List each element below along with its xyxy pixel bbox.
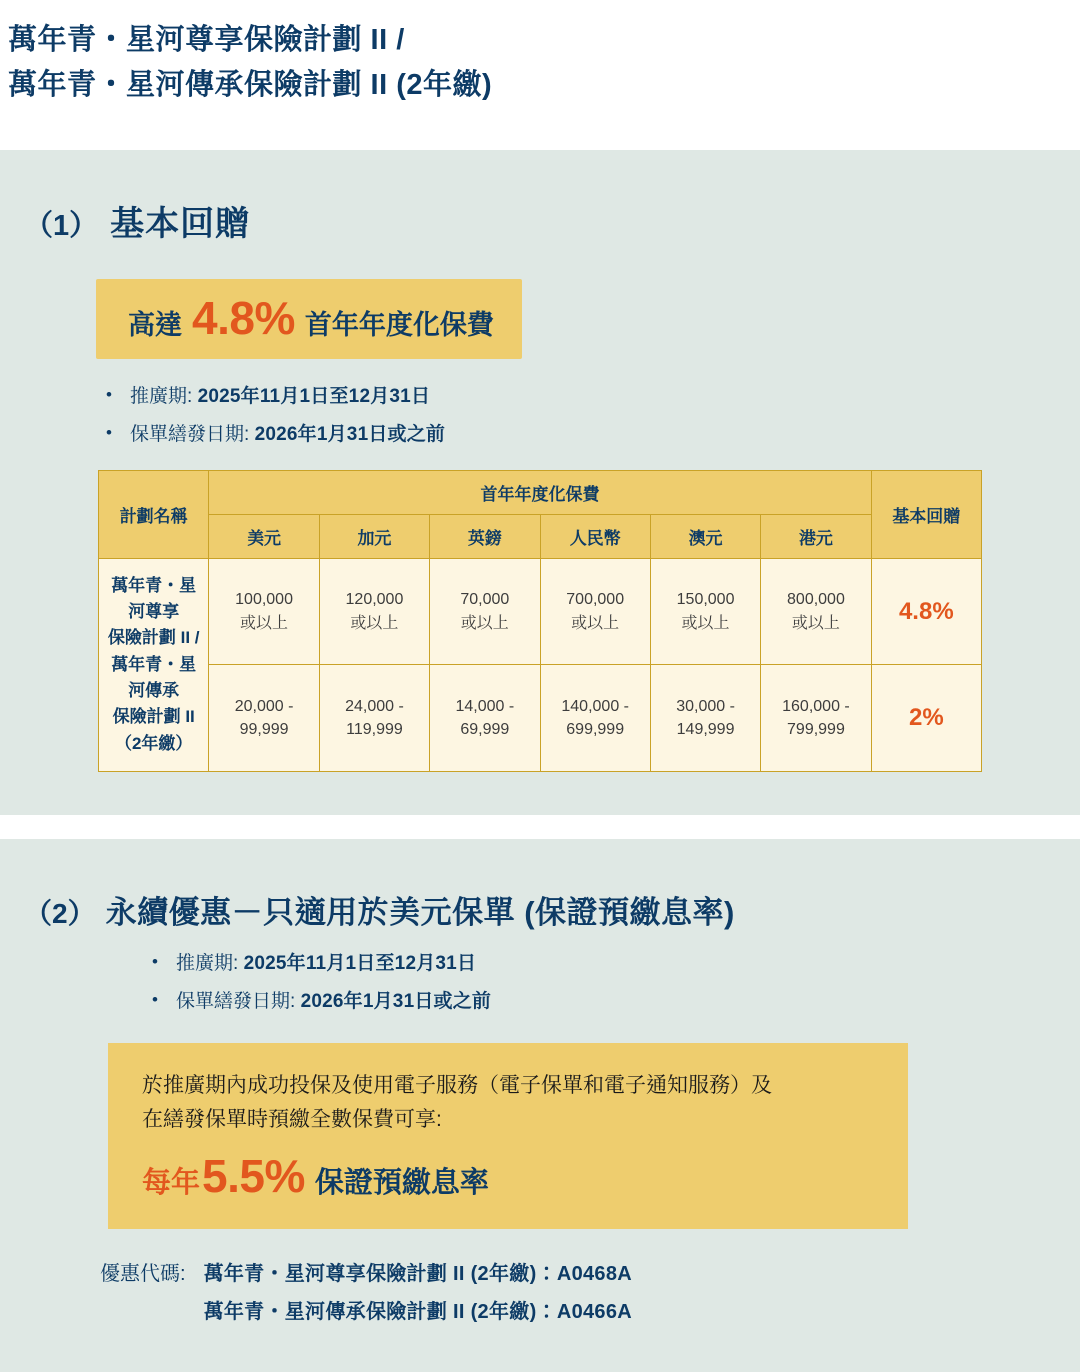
bullet-value: 2026年1月31日或之前 bbox=[300, 990, 492, 1012]
section-1-bullets bbox=[104, 387, 1080, 446]
highlight-prefix: 高達 bbox=[128, 309, 182, 340]
plan-name-line-2: 保險計劃 II / bbox=[107, 628, 200, 648]
col-header-group-premium: 首年年度化保費 bbox=[209, 470, 871, 514]
offer-description-line-1: 於推廣期內成功投保及使用電子服務（電子保單和電子通知服務）及 bbox=[142, 1073, 772, 1097]
col-header-rebate: 基本回贈 bbox=[871, 470, 981, 558]
bullet-label: 推廣期: bbox=[176, 952, 239, 974]
cell-line-2: 69,999 bbox=[460, 721, 510, 739]
promo-codes-label: 優惠代碼: bbox=[100, 1262, 186, 1285]
cell-rebate-value: 2% bbox=[871, 665, 981, 772]
cell-line-1: 700,000 bbox=[566, 591, 625, 609]
col-header-plan: 計劃名稱 bbox=[99, 470, 209, 558]
promo-codes bbox=[100, 1255, 1080, 1331]
table-cell bbox=[209, 665, 319, 772]
cell-line-2: 或以上 bbox=[350, 614, 399, 632]
cell-line-2: 149,999 bbox=[676, 721, 735, 739]
bullet-value: 2025年11月1日至12月31日 bbox=[197, 385, 431, 407]
rebate-table-wrapper bbox=[98, 470, 982, 772]
cell-line-2: 或以上 bbox=[791, 614, 840, 632]
cell-line-2: 699,999 bbox=[566, 721, 625, 739]
col-header-currency-hkd: 港元 bbox=[761, 514, 871, 558]
table-header bbox=[99, 470, 982, 558]
section-prepayment-offer bbox=[0, 839, 1080, 1372]
table-cell bbox=[761, 558, 871, 665]
plan-name-line-1: 萬年青・星河尊享 bbox=[111, 575, 197, 621]
table-cell bbox=[650, 665, 760, 772]
bullet-label: 保單繕發日期: bbox=[130, 423, 250, 445]
promo-code-item: 萬年青・星河傳承保險計劃 II (2年繳)：A0466A bbox=[203, 1300, 633, 1323]
table-row bbox=[99, 470, 982, 514]
cell-line-2: 或以上 bbox=[571, 614, 620, 632]
offer-rate-value: 5.5% bbox=[202, 1149, 305, 1202]
section-2-number: （2） bbox=[24, 897, 96, 929]
table-cell bbox=[761, 665, 871, 772]
plan-name-line-5: （2年繳） bbox=[114, 733, 193, 753]
cell-line-1: 30,000 - bbox=[676, 698, 735, 716]
col-header-currency-cny: 人民幣 bbox=[540, 514, 650, 558]
col-header-currency-cad: 加元 bbox=[319, 514, 429, 558]
list-item bbox=[104, 387, 1080, 408]
cell-line-2: 或以上 bbox=[681, 614, 730, 632]
offer-rate-suffix: 保證預繳息率 bbox=[314, 1166, 489, 1199]
col-header-currency-usd: 美元 bbox=[209, 514, 319, 558]
plan-name-line-4: 保險計劃 II bbox=[112, 707, 195, 727]
highlight-value: 4.8% bbox=[192, 291, 295, 344]
bullet-label: 保單繕發日期: bbox=[176, 990, 296, 1012]
section-1-title: 基本回贈 bbox=[110, 204, 251, 243]
promo-code-item: 萬年青・星河尊享保險計劃 II (2年繳)：A0468A bbox=[203, 1262, 633, 1285]
table-cell bbox=[540, 558, 650, 665]
cell-line-1: 140,000 - bbox=[561, 698, 629, 716]
offer-rate bbox=[142, 1149, 878, 1203]
section-2-bullets bbox=[150, 954, 1080, 1013]
rebate-highlight-banner bbox=[96, 279, 522, 359]
offer-description-line-2: 在繕發保單時預繳全數保費可享: bbox=[142, 1107, 442, 1131]
cell-rebate-value: 4.8% bbox=[871, 558, 981, 665]
table-cell bbox=[430, 665, 540, 772]
bullet-value: 2026年1月31日或之前 bbox=[254, 423, 446, 445]
list-item bbox=[150, 992, 1080, 1013]
list-item bbox=[150, 954, 1080, 975]
cell-line-1: 120,000 bbox=[345, 591, 404, 609]
table-cell bbox=[319, 558, 429, 665]
table-cell bbox=[650, 558, 760, 665]
page-title-line-1: 萬年青・星河尊享保險計劃 II / bbox=[8, 24, 405, 56]
cell-line-1: 160,000 - bbox=[782, 698, 850, 716]
cell-line-2: 119,999 bbox=[346, 721, 403, 739]
promo-codes-list bbox=[204, 1255, 632, 1331]
cell-line-1: 70,000 bbox=[460, 591, 510, 609]
cell-line-1: 800,000 bbox=[787, 591, 845, 609]
offer-rate-prefix: 每年 bbox=[142, 1166, 201, 1199]
cell-line-1: 24,000 - bbox=[345, 698, 404, 716]
list-item bbox=[104, 425, 1080, 446]
bullet-label: 推廣期: bbox=[130, 385, 193, 407]
highlight-suffix: 首年年度化保費 bbox=[304, 309, 494, 340]
cell-line-1: 14,000 - bbox=[455, 698, 515, 716]
offer-banner bbox=[108, 1043, 908, 1229]
cell-plan-name bbox=[99, 558, 209, 771]
table-cell bbox=[209, 558, 319, 665]
table-body bbox=[99, 558, 982, 771]
section-2-heading bbox=[0, 839, 1080, 932]
table-cell bbox=[430, 558, 540, 665]
cell-line-2: 或以上 bbox=[240, 614, 289, 632]
bullet-value: 2025年11月1日至12月31日 bbox=[243, 952, 477, 974]
page-title-line-2: 萬年青・星河傳承保險計劃 II (2年繳) bbox=[8, 68, 493, 101]
section-1-heading bbox=[0, 150, 1080, 245]
col-header-currency-gbp: 英鎊 bbox=[430, 514, 540, 558]
plan-name-line-3: 萬年青・星河傳承 bbox=[111, 654, 197, 701]
cell-line-1: 100,000 bbox=[235, 591, 293, 609]
cell-line-2: 99,999 bbox=[239, 721, 289, 739]
page-title bbox=[0, 0, 1080, 108]
cell-line-1: 20,000 - bbox=[234, 698, 294, 716]
table-row bbox=[99, 558, 982, 665]
section-2-title: 永續優惠－只適用於美元保單 (保證預繳息率) bbox=[105, 894, 735, 930]
cell-line-2: 799,999 bbox=[787, 721, 845, 739]
cell-line-2: 或以上 bbox=[460, 614, 509, 632]
col-header-currency-aud: 澳元 bbox=[650, 514, 760, 558]
rebate-table bbox=[98, 470, 982, 772]
section-basic-rebate bbox=[0, 150, 1080, 815]
table-cell bbox=[540, 665, 650, 772]
table-cell bbox=[319, 665, 429, 772]
section-1-number: （1） bbox=[24, 209, 99, 242]
cell-line-1: 150,000 bbox=[676, 591, 735, 609]
table-row bbox=[99, 665, 982, 772]
table-row bbox=[99, 514, 982, 558]
